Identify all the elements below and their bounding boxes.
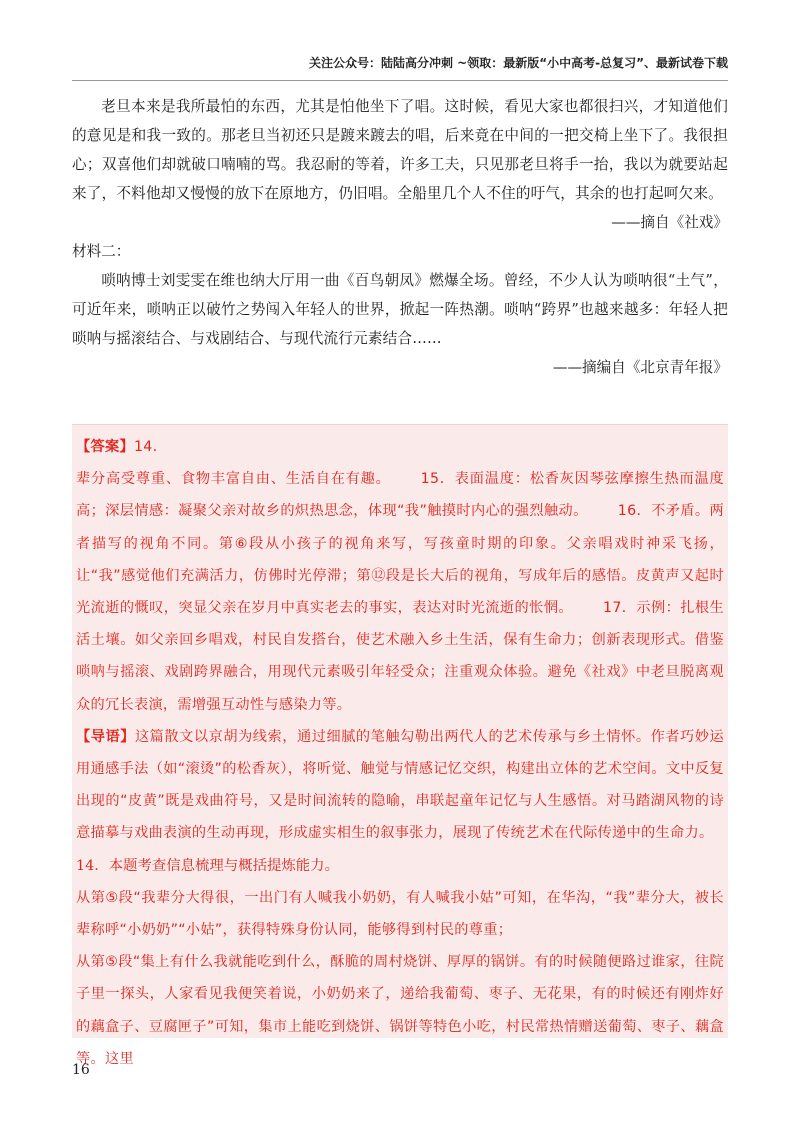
analysis-paragraph-2: 从第⑤段“集上有什么我就能吃到什么，酥脆的周村烧饼、厚厚的锅饼。有的时候随便路过谁家，往院子里一探头，人家看见我便笑着说，小奶奶来了，递给我葡萄、枣子、无花果，有的时候还有刚炸好的藕盒子、豆腐匣子”可知，集市上能吃到烧饼、锅饼等特色小吃，村民常热情赠送葡萄、枣子、藕盒等。这里 [76, 954, 724, 1067]
guide-paragraph [76, 721, 724, 850]
material-one-source: ——摘自《社戏》 [611, 214, 728, 231]
page-number: 16 [72, 1062, 90, 1078]
answer-q15: 15．表面温度：松香灰因琴弦摩擦生热而温度高；深层情感：凝聚父亲对故乡的炽热思念，体现“我”触摸时内心的强烈触动。 [76, 471, 724, 520]
analysis-paragraph-1: 从第⑤段“我辈分大得很，一出门有人喊我小奶奶，有人喊我小姑”可知，在华沟，“我”辈分大，被长辈称呼“小奶奶”“小姑”，获得特殊身份认同，能够得到村民的尊重； [76, 889, 724, 939]
analysis-heading: 14．本题考查信息梳理与概括提炼能力。 [76, 857, 339, 874]
answer-q17: 17．示例：扎根生活土壤。如父亲回乡唱戏，村民自发搭台，使艺术融入乡土生活，保有生命力；创新表现形式。借鉴唢呐与摇滚、戏剧跨界融合，用现代元素吸引年轻受众；注重观众体验。避免《社戏》中老旦脱离观众的冗长表演，需增强互动性与感染力等。 [76, 600, 724, 713]
answer-heading [76, 431, 724, 463]
material-two-label: 材料二： [72, 243, 131, 260]
answer-q16: 16．不矛盾。两者描写的视角不同。第⑥段从小孩子的视角来写，写孩童时期的印象。父亲唱戏时神采飞扬，让“我”感觉他们充满活力，仿佛时光停滞；第⑫段是长大后的视角，写成年后的感悟。皮黄声又起时光流逝的慨叹，突显父亲在岁月中真实老去的事实，表达对时光流逝的怅惘。 [76, 503, 724, 617]
answer-body [76, 463, 724, 721]
material-one-paragraph: 老旦本来是我所最怕的东西，尤其是怕他坐下了唱。这时候，看见大家也都很扫兴，才知道他们的意见是和我一致的。那老旦当初还只是踱来踱去的唱，后来竟在中间的一把交椅上坐下了。我很担心；双喜他们却就破口喃喃的骂。我忍耐的等着，许多工夫，只见那老旦将手一抬，我以为就要站起来了，不料他却又慢慢的放下在原地方，仍旧唱。全船里几个人不住的吁气，其余的也打起呵欠来。 [72, 98, 728, 202]
page-header: 关注公众号：陆陆高分冲刺 ~领取：最新版“小中高考-总复习”、最新试卷下载 [309, 56, 728, 70]
guide-tag: 【导语】 [76, 728, 135, 745]
answer-tag: 【答案】 [76, 439, 134, 455]
material-two-source: ——摘编自《北京青年报》 [552, 359, 728, 376]
answer-section [72, 424, 728, 1067]
guide-text: 这篇散文以京胡为线索，通过细腻的笔触勾勒出两代人的艺术传承与乡土情怀。作者巧妙运用通感手法（如“滚烫”的松香灰），将听觉、触觉与情感记忆交织，构建出立体的艺术空间。文中反复出现的“皮黄”既是戏曲符号，又是时间流转的隐喻，串联起童年记忆与人生感悟。对马踏湖风物的诗意描摹与戏曲表演的生动再现，形成虚实相生的叙事张力，展现了传统艺术在代际传递中的生命力。 [76, 728, 724, 842]
answer-q14: 辈分高受尊重、食物丰富自由、生活自在有趣。 [76, 471, 391, 488]
header-divider [72, 80, 728, 81]
material-one [72, 92, 728, 382]
answer-q14-number: 14. [133, 439, 158, 455]
material-two-paragraph: 唢呐博士刘雯雯在维也纳大厅用一曲《百鸟朝凤》燃爆全场。曾经，不少人认为唢呐很“土气”，可近年来，唢呐正以破竹之势闯入年轻人的世界，掀起一阵热潮。唢呐“跨界”也越来越多：年轻人把唢呐与摇滚结合、与戏剧结合、与现代流行元素结合…… [72, 272, 728, 347]
